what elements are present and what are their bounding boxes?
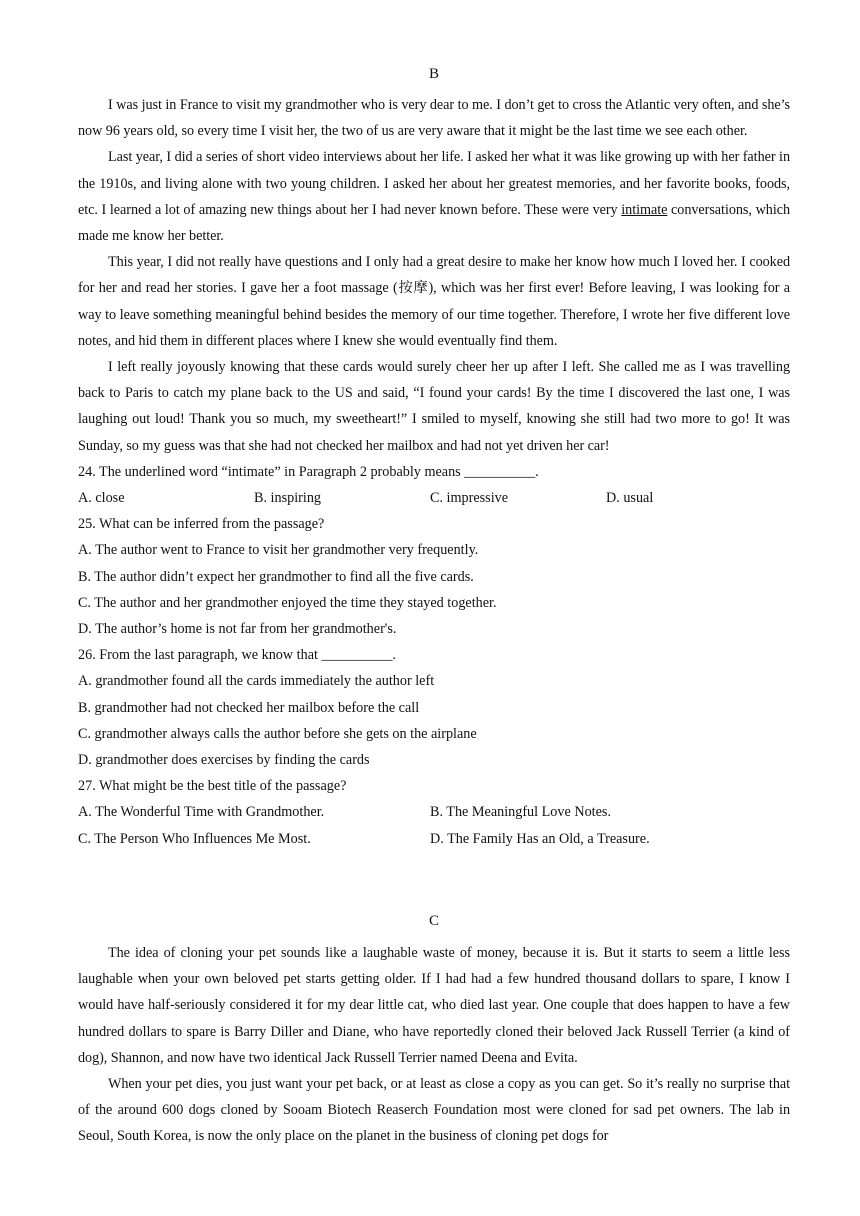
passage-c-paragraph-1: The idea of cloning your pet sounds like a laughable waste of money, because it is. But it starts to seem a little less laughable when your own beloved pet starts getting older. If I had had a few hundred thousand dollars to spare, I know I would have half-seriously considered it for my dear little cat, who died last year. One couple that does happen to have a few hundred dollars to spare is Barry Diller and Diane, who have reportedly cloned their beloved Jack Russell Terrier (a kind of dog), Shannon, and now have two identical Jack Russell Terrier named Deena and Evita.	[78, 945, 790, 1066]
underlined-word-intimate: intimate	[621, 201, 668, 218]
section-b-heading: B	[428, 66, 439, 82]
question-27-option-d: D. The Family Has an Old, a Treasure.	[430, 830, 650, 847]
section-b-body	[78, 92, 790, 852]
question-24-option-c: C. impressive	[430, 490, 509, 507]
question-26-stem: 26. From the last paragraph, we know that __________.	[78, 647, 396, 664]
question-27-stem: 27. What might be the best title of the passage?	[78, 778, 347, 795]
paragraph-2-text-start: Last year, I did a series of short video interviews about her life. I asked her what it was like growing up with her father in the 1910s, and living alone with two young children. I asked her about her greatest memories, and her favorite books, foods, etc. I learned a lot of amazing new things about her I had never known before. These were very	[78, 149, 790, 218]
question-25-option-a: A. The author went to France to visit her grandmother very frequently.	[78, 542, 479, 559]
question-27-option-a: A. The Wonderful Time with Grandmother.	[78, 804, 325, 821]
question-25-option-d: D. The author’s home is not far from her grandmother's.	[78, 621, 397, 638]
question-25-stem: 25. What can be inferred from the passage?	[78, 516, 325, 533]
question-25-option-c: C. The author and her grandmother enjoyed the time they stayed together.	[78, 594, 497, 611]
question-27-option-b: B. The Meaningful Love Notes.	[430, 804, 611, 821]
section-c-heading: C	[428, 913, 439, 929]
question-24-option-a: A. close	[78, 490, 125, 507]
passage-b-paragraph-2	[78, 144, 790, 249]
passage-b-paragraph-1: I was just in France to visit my grandmother who is very dear to me. I don’t get to cross the Atlantic very often, and she’s now 96 years old, so every time I visit her, the two of us are very aware that it might be the last time we see each other.	[78, 97, 790, 140]
question-25-option-b: B. The author didn’t expect her grandmother to find all the five cards.	[78, 568, 474, 585]
question-24-option-d: D. usual	[606, 490, 654, 507]
paragraph-2-text-end: conversations, which made me know her better.	[78, 201, 790, 245]
question-27-options-row-2	[78, 826, 790, 852]
passage-b-paragraph-3: This year, I did not really have questions and I only had a great desire to make her know how much I loved her. I cooked for her and read her stories. I gave her a foot massage (按摩), which was her first ever! Before leaving, I was looking for a way to leave something meaningful behind besides the memory of our time together. Therefore, I wrote her five different love notes, and hid them in different places where I knew she would eventually find them.	[78, 254, 790, 349]
question-27-option-c: C. The Person Who Influences Me Most.	[78, 830, 311, 847]
section-c-body	[78, 940, 790, 1150]
passage-b-paragraph-4: I left really joyously knowing that these cards would surely cheer her up after I left. She called me as I was travelling back to Paris to catch my plane back to the US and said, “I found your cards! By the time I discovered the last one, I was laughing out loud! Thank you so much, my sweetheart!” I smiled to myself, knowing she still had two more to go! It was Sunday, so my guess was that she had not checked her mailbox and had not yet driven her car!	[78, 359, 790, 454]
question-26-option-c: C. grandmother always calls the author before she gets on the airplane	[78, 725, 477, 742]
question-24-options	[78, 485, 790, 511]
question-26-option-a: A. grandmother found all the cards immediately the author left	[78, 673, 435, 690]
question-24-option-b: B. inspiring	[254, 490, 322, 507]
question-26-option-d: D. grandmother does exercises by finding the cards	[78, 752, 370, 769]
question-27-options-row-1	[78, 799, 790, 825]
question-26-option-b: B. grandmother had not checked her mailbox before the call	[78, 699, 420, 716]
question-24-stem: 24. The underlined word “intimate” in Paragraph 2 probably means __________.	[78, 463, 539, 480]
passage-c-paragraph-2: When your pet dies, you just want your pet back, or at least as close a copy as you can get. So it’s really no surprise that of the around 600 dogs cloned by Sooam Biotech Reaserch Foundation most were cloned for sad pet owners. The lab in Seoul, South Korea, is now the only place on the planet in the business of cloning pet dogs for	[78, 1076, 790, 1145]
